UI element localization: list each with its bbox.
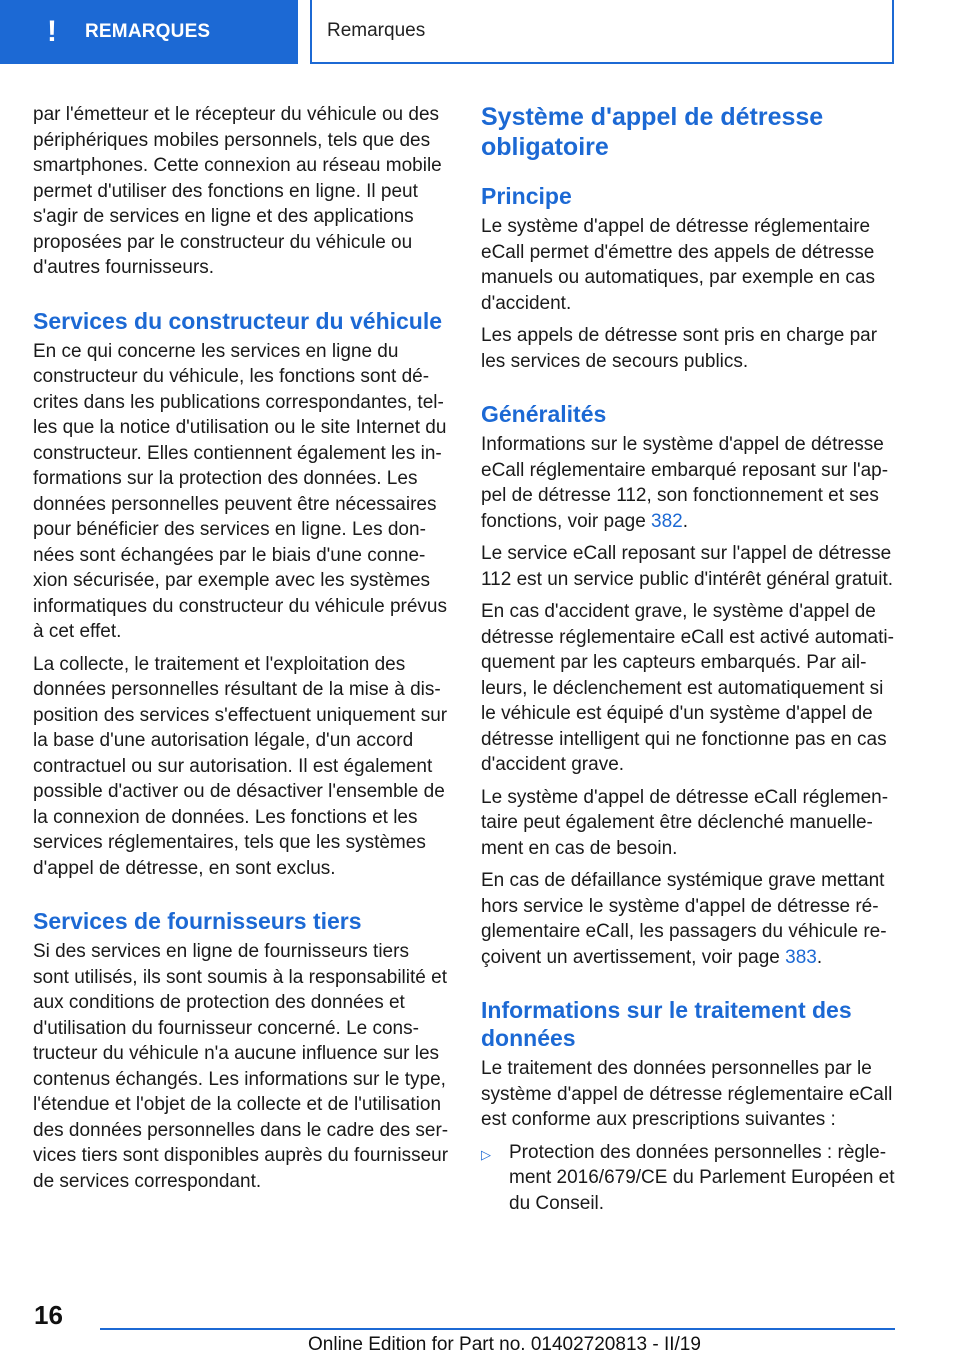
page-number: 16 (34, 1300, 63, 1330)
paragraph: Le service eCall reposant sur l'appel de détresse 112 est un service public d'intérêt général gratuit. (481, 543, 894, 590)
footer-divider (100, 1328, 895, 1330)
section-heading-traitement: Informations sur le traitement des données (481, 997, 852, 1051)
triangle-bullet-icon: ▷ (481, 1146, 491, 1162)
list-item (481, 1140, 897, 1217)
left-column (33, 102, 449, 1201)
exclamation-icon: ! (47, 15, 57, 48)
right-column (481, 102, 897, 1216)
page-heading: Système d'appel de détresse obligatoire (481, 103, 824, 161)
list-item-text: Protection des données personnelles : règlement 2016/679/CE du Parlement Européen et du Conseil. (509, 1141, 895, 1214)
paragraph: Le traitement des données personnelles par le système d'appel de détresse réglementaire eCall est conforme aux prescriptions suivantes : (481, 1058, 893, 1130)
paragraph: par l'émetteur et le récepteur du véhicule ou des périphériques mobiles personnels, tels que des smartphones. Cette connexion au réseau mobile permet d'utiliser des fonctions en ligne. Il peut s'agir de services en ligne et des applications proposées par le constructeur du véhicule ou d'autres fournisseurs. (33, 104, 442, 278)
paragraph: Les appels de détresse sont pris en charge par les services de secours publics. (481, 325, 878, 372)
paragraph: Le système d'appel de détresse eCall réglementaire peut également être déclenché manuellement en cas de besoin. (481, 786, 889, 859)
section-heading-tiers: Services de fournisseurs tiers (33, 908, 362, 934)
section-heading-principe: Principe (481, 183, 572, 209)
section-heading-generalites: Généralités (481, 401, 607, 427)
paragraph: En cas de défaillance systémique grave mettant hors service le système d'appel de détresse réglementaire eCall, les passagers du véhicule reçoivent un avertissement, voir page 383. (481, 870, 887, 968)
page-link-382[interactable]: 382 (651, 510, 683, 532)
edition-footer: Online Edition for Part no. 01402720813 - II/19 (308, 1334, 701, 1355)
paragraph: En ce qui concerne les services en ligne du constructeur du véhicule, les fonctions sont décrites dans les publications correspondantes, telles que la notice d'utilisation ou le site Internet du constructeur. Elles contiennent également les informations sur la protection des données. Les données personnelles peuvent être nécessaires pour bénéficier des services en ligne. Les données sont échangées par le biais d'une connexion sécurisée, par exemple avec les systèmes informatiques du constructeur du véhicule prévus à cet effet. (33, 340, 448, 642)
paragraph: En cas d'accident grave, le système d'appel de détresse réglementaire eCall est activé automatiquement par les capteurs embarqués. Par ailleurs, le déclenchement est automatiquement si le véhicule est équipé d'un système d'appel de détresse intelligent qui ne fonctionne pas en cas d'accident grave. (481, 601, 894, 775)
paragraph: Le système d'appel de détresse réglementaire eCall permet d'émettre des appels de détresse manuels ou automatiques, par exemple en cas d'accident. (481, 216, 875, 314)
section-tab-label: REMARQUES (85, 21, 211, 42)
section-heading-constructeur: Services du constructeur du véhicule (33, 307, 443, 334)
section-tab (0, 0, 298, 64)
page-link-383[interactable]: 383 (785, 946, 817, 968)
paragraph: Informations sur le système d'appel de détresse eCall réglementaire embarqué reposant sur l'appel de détresse 112, son fonctionnement et ses fonctions, voir page 382. (481, 434, 889, 532)
paragraph: Si des services en ligne de fournisseurs tiers sont utilisés, ils sont soumis à la responsabilité et aux conditions de protection des données et d'utilisation du fournisseur concerné. Le constructeur du véhicule n'a aucune influence sur les contenus échangés. Les informations sur le type, l'étendue et l'objet de la collecte et de l'utilisation des données personnelles dans le cadre des services tiers sont disponibles auprès du fournisseur de services correspondant. (33, 941, 449, 1192)
chapter-header (310, 0, 894, 64)
paragraph: La collecte, le traitement et l'exploitation des données personnelles résultant de la mise à disposition des services s'effectuent uniquement sur la base d'une autorisation légale, d'un accord contractuel ou sur autorisation. Il est également possible d'activer ou de désactiver l'ensemble de la connexion de données. Les fonctions et les services réglementaires, tels que les systèmes d'appel de détresse, en sont exclus. (33, 653, 448, 879)
chapter-title: Remarques (327, 20, 426, 41)
